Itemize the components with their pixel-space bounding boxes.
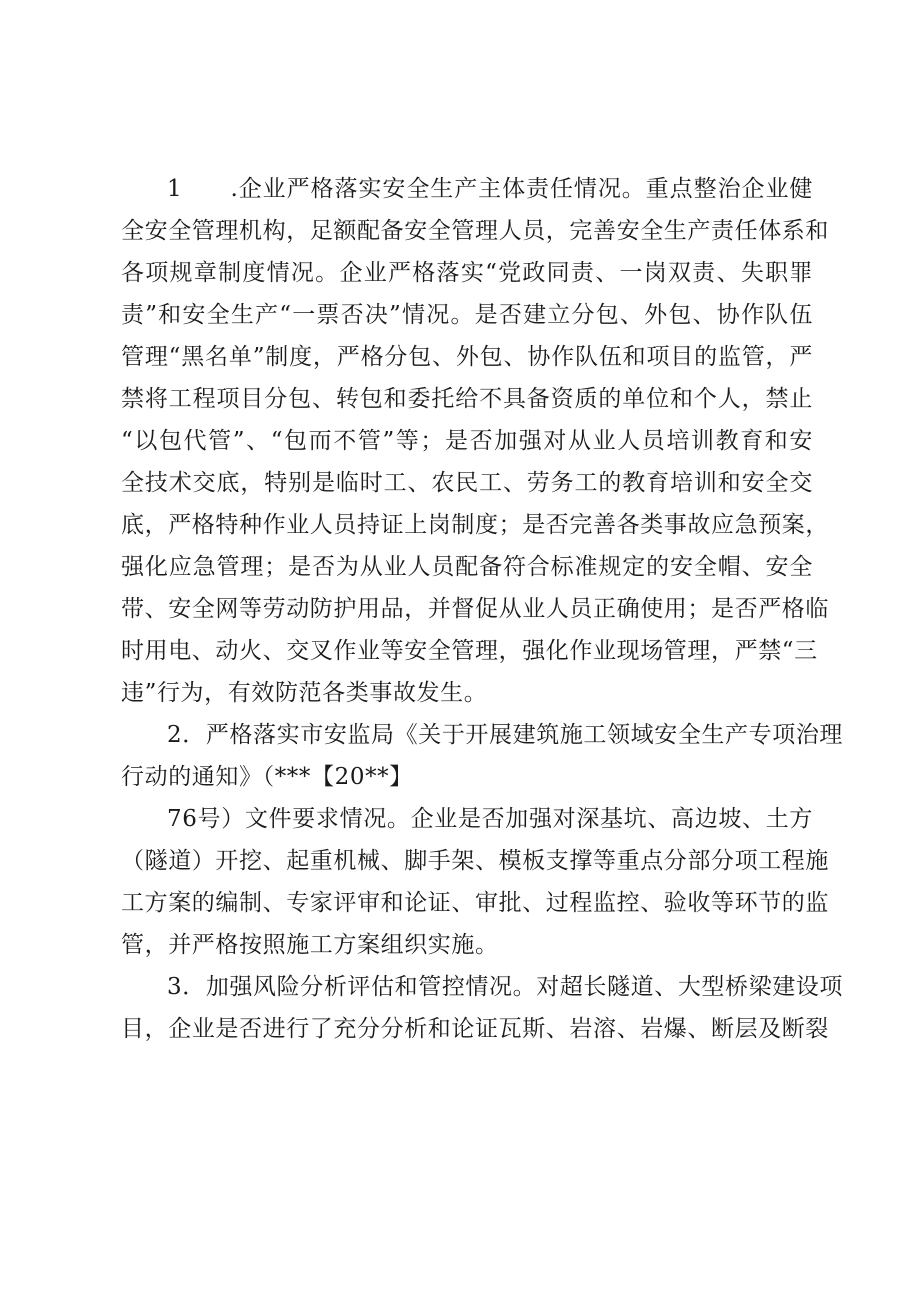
paragraph-line: 责”和安全生产“一票否决”情况。是否建立分包、外包、协作队伍: [121, 302, 813, 328]
paragraph-line: 1 .企业严格落实安全生产主体责任情况。重点整治企业健: [167, 176, 813, 202]
paragraph-1: [121, 168, 829, 714]
paragraph-line: 3．加强风险分析评估和管控情况。对超长隧道、大型桥梁建设项: [167, 974, 844, 1000]
document-page: [121, 168, 844, 1050]
paragraph-line: 管理“黑名单”制度，严格分包、外包、协作队伍和项目的监管，严: [121, 344, 813, 370]
paragraph-line: 全安全管理机构，足额配备安全管理人员，完善安全生产责任体系和: [121, 218, 829, 244]
paragraph-3: [121, 798, 829, 966]
paragraph-line: 目，企业是否进行了充分分析和论证瓦斯、岩溶、岩爆、断层及断裂: [121, 1016, 829, 1042]
paragraph-line: 底，严格特种作业人员持证上岗制度；是否完善各类事故应急预案，: [121, 512, 829, 538]
paragraph-line: 工方案的编制、专家评审和论证、审批、过程监控、验收等环节的监: [121, 890, 829, 916]
paragraph-line: （隧道）开挖、起重机械、脚手架、模板支撑等重点分部分项工程施: [121, 848, 829, 874]
paragraph-line: 76号）文件要求情况。企业是否加强对深基坑、高边坡、土方: [167, 806, 813, 832]
paragraph-line: 各项规章制度情况。企业严格落实“党政同责、一岗双责、失职罪: [121, 260, 813, 286]
paragraph-4: [121, 966, 844, 1050]
paragraph-line: 带、安全网等劳动防护用品，并督促从业人员正确使用；是否严格临: [121, 596, 829, 622]
paragraph-2: [121, 714, 844, 798]
paragraph-line: 强化应急管理；是否为从业人员配备符合标准规定的安全帽、安全: [121, 554, 813, 580]
paragraph-line: 行动的通知》（***【20**】: [121, 764, 413, 790]
paragraph-line: 违”行为，有效防范各类事故发生。: [121, 680, 488, 706]
paragraph-line: 2．严格落实市安监局《关于开展建筑施工领域安全生产专项治理: [167, 722, 844, 748]
paragraph-line: 全技术交底，特别是临时工、农民工、劳务工的教育培训和安全交: [121, 470, 813, 496]
paragraph-line: 时用电、动火、交叉作业等安全管理，强化作业现场管理，严禁“三: [121, 638, 818, 664]
paragraph-line: 禁将工程项目分包、转包和委托给不具备资质的单位和个人，禁止: [121, 386, 813, 412]
paragraph-line: 管，并严格按照施工方案组织实施。: [121, 932, 499, 958]
paragraph-line: “以包代管”、“包而不管”等；是否加强对从业人员培训教育和安: [121, 428, 813, 454]
